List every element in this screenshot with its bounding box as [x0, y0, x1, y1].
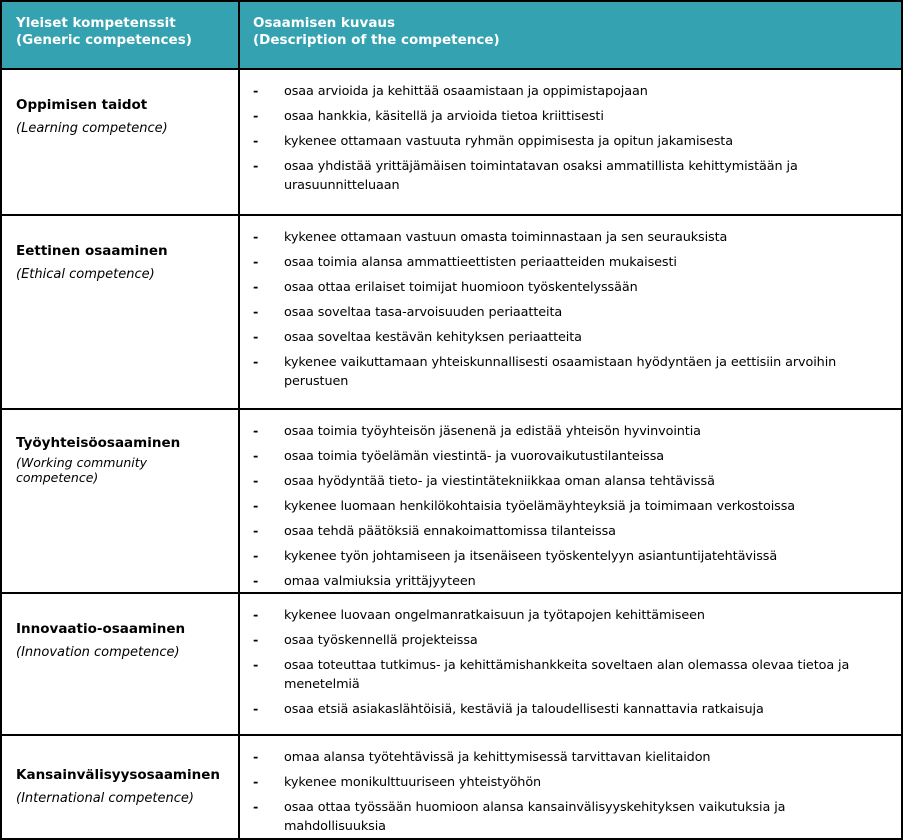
- list-item: [253, 303, 889, 322]
- bullet-dash: -: [253, 330, 259, 345]
- bullet-text: omaa valmiuksia yrittäjyyteen: [284, 574, 476, 589]
- bullet-text: osaa soveltaa kestävän kehityksen periaatteita: [284, 330, 582, 345]
- list-item: [253, 353, 889, 391]
- bullet-dash: -: [253, 134, 259, 149]
- list-item: [253, 522, 889, 541]
- list-item: [253, 328, 889, 347]
- bullet-text: osaa hyödyntää tieto- ja viestintätekniikkaa oman alansa tehtävissä: [284, 474, 715, 489]
- bullet-text: kykenee ottamaan vastuuta ryhmän oppimisesta ja opitun jakamisesta: [284, 134, 733, 149]
- competence-name-cell: [2, 736, 240, 838]
- bullet-list: [253, 228, 889, 391]
- table-row-ethical-competence: [2, 214, 901, 408]
- competence-translation: (Learning competence): [16, 121, 168, 136]
- bullet-text: osaa tehdä päätöksiä ennakoimattomissa tilanteissa: [284, 524, 616, 539]
- list-item: [253, 572, 889, 591]
- bullet-dash: -: [253, 474, 259, 489]
- bullet-dash: -: [253, 750, 259, 765]
- bullet-dash: -: [253, 255, 259, 270]
- list-item: [253, 748, 889, 767]
- competence-title: Kansainvälisyysosaaminen: [16, 767, 221, 783]
- bullet-text: osaa yhdistää yrittäjämäisen toimintatavan osaksi ammatillista kehittymistään ja urasuunnitteluaan: [284, 159, 798, 193]
- bullet-dash: -: [253, 280, 259, 295]
- list-item: [253, 773, 889, 792]
- bullet-dash: -: [253, 524, 259, 539]
- list-item: [253, 547, 889, 566]
- bullet-dash: -: [253, 305, 259, 320]
- list-item: [253, 497, 889, 516]
- table-row-international-competence: [2, 734, 901, 838]
- bullet-text: kykenee ottamaan vastuun omasta toiminnastaan ja sen seurauksista: [284, 230, 728, 245]
- competence-description-cell: [240, 736, 901, 838]
- table-row-working-community-competence: [2, 408, 901, 592]
- list-item: [253, 656, 889, 694]
- bullet-dash: -: [253, 449, 259, 464]
- competence-title: Oppimisen taidot: [16, 97, 148, 113]
- list-item: [253, 278, 889, 297]
- bullet-dash: -: [253, 574, 259, 589]
- list-item: [253, 253, 889, 272]
- table-header-row: [2, 2, 901, 68]
- bullet-dash: -: [253, 424, 259, 439]
- bullet-text: osaa soveltaa tasa-arvoisuuden periaatteita: [284, 305, 563, 320]
- competence-name-cell: [2, 410, 240, 592]
- list-item: [253, 228, 889, 247]
- bullet-list: [253, 82, 889, 195]
- list-item: [253, 157, 889, 195]
- bullet-text: osaa toimia työelämän viestintä- ja vuorovaikutustilanteissa: [284, 449, 665, 464]
- list-item: [253, 422, 889, 441]
- competence-name-cell: [2, 594, 240, 734]
- bullet-text: osaa toimia työyhteisön jäsenenä ja edistää yhteisön hyvinvointia: [284, 424, 701, 439]
- bullet-text: kykenee vaikuttamaan yhteiskunnallisesti osaamistaan hyödyntäen ja eettisiin arvoihin perustuen: [284, 355, 837, 389]
- bullet-text: osaa hankkia, käsitellä ja arvioida tietoa kriittisesti: [284, 109, 604, 124]
- competence-title: Eettinen osaaminen: [16, 243, 168, 259]
- bullet-dash: -: [253, 355, 259, 370]
- bullet-list: [253, 748, 889, 836]
- bullet-text: kykenee luomaan henkilökohtaisia työelämäyhteyksiä ja toimimaan verkostoissa: [284, 499, 796, 514]
- bullet-text: osaa toteuttaa tutkimus- ja kehittämishankkeita soveltaen alan olemassa olevaa tietoa ja menetelmiä: [284, 658, 850, 692]
- competence-translation: (Innovation competence): [16, 645, 180, 660]
- list-item: [253, 132, 889, 151]
- list-item: [253, 606, 889, 625]
- bullet-text: kykenee luovaan ongelmanratkaisuun ja työtapojen kehittämiseen: [284, 608, 705, 623]
- header-col1-title: Yleiset kompetenssit: [16, 15, 176, 31]
- competence-description-cell: [240, 594, 901, 734]
- header-cell-generic-competences: [2, 2, 240, 68]
- competence-description-cell: [240, 216, 901, 408]
- competence-description-cell: [240, 70, 901, 214]
- header-col1-subtitle: (Generic competences): [16, 32, 192, 48]
- bullet-text: kykenee monikulttuuriseen yhteistyöhön: [284, 775, 542, 790]
- list-item: [253, 82, 889, 101]
- bullet-dash: -: [253, 230, 259, 245]
- list-item: [253, 472, 889, 491]
- competence-title: Työyhteisöosaaminen: [16, 435, 181, 451]
- header-col2-title: Osaamisen kuvaus: [253, 15, 396, 31]
- table-row-innovation-competence: [2, 592, 901, 734]
- competence-title: Innovaatio-osaaminen: [16, 621, 186, 637]
- competence-translation: (Ethical competence): [16, 267, 155, 282]
- bullet-text: osaa toimia alansa ammattieettisten periaatteiden mukaisesti: [284, 255, 677, 270]
- bullet-dash: -: [253, 800, 259, 815]
- bullet-text: kykenee työn johtamiseen ja itsenäiseen työskentelyyn asiantuntijatehtävissä: [284, 549, 778, 564]
- bullet-text: osaa ottaa erilaiset toimijat huomioon työskentelyssään: [284, 280, 638, 295]
- bullet-text: omaa alansa työtehtävissä ja kehittymisessä tarvittavan kielitaidon: [284, 750, 711, 765]
- list-item: [253, 631, 889, 650]
- competence-description-cell: [240, 410, 901, 592]
- bullet-dash: -: [253, 159, 259, 174]
- bullet-dash: -: [253, 84, 259, 99]
- list-item: [253, 107, 889, 126]
- bullet-text: osaa etsiä asiakaslähtöisiä, kestäviä ja taloudellisesti kannattavia ratkaisuja: [284, 702, 764, 717]
- header-cell-competence-description: [240, 2, 901, 68]
- competence-name-cell: [2, 216, 240, 408]
- bullet-dash: -: [253, 109, 259, 124]
- competence-translation: (Working community competence): [16, 455, 148, 485]
- competence-translation: (International competence): [16, 791, 194, 806]
- bullet-dash: -: [253, 633, 259, 648]
- bullet-list: [253, 606, 889, 719]
- bullet-dash: -: [253, 775, 259, 790]
- bullet-dash: -: [253, 702, 259, 717]
- bullet-dash: -: [253, 499, 259, 514]
- bullet-list: [253, 422, 889, 591]
- header-col2-subtitle: (Description of the competence): [253, 32, 500, 48]
- bullet-dash: -: [253, 549, 259, 564]
- bullet-text: osaa arvioida ja kehittää osaamistaan ja oppimistapojaan: [284, 84, 648, 99]
- list-item: [253, 447, 889, 466]
- list-item: [253, 798, 889, 836]
- bullet-dash: -: [253, 658, 259, 673]
- bullet-dash: -: [253, 608, 259, 623]
- competence-name-cell: [2, 70, 240, 214]
- bullet-text: osaa ottaa työssään huomioon alansa kansainvälisyyskehityksen vaikutuksia ja mahdollisuuksia: [284, 800, 786, 834]
- list-item: [253, 700, 889, 719]
- table-row-learning-competence: [2, 68, 901, 214]
- bullet-text: osaa työskennellä projekteissa: [284, 633, 478, 648]
